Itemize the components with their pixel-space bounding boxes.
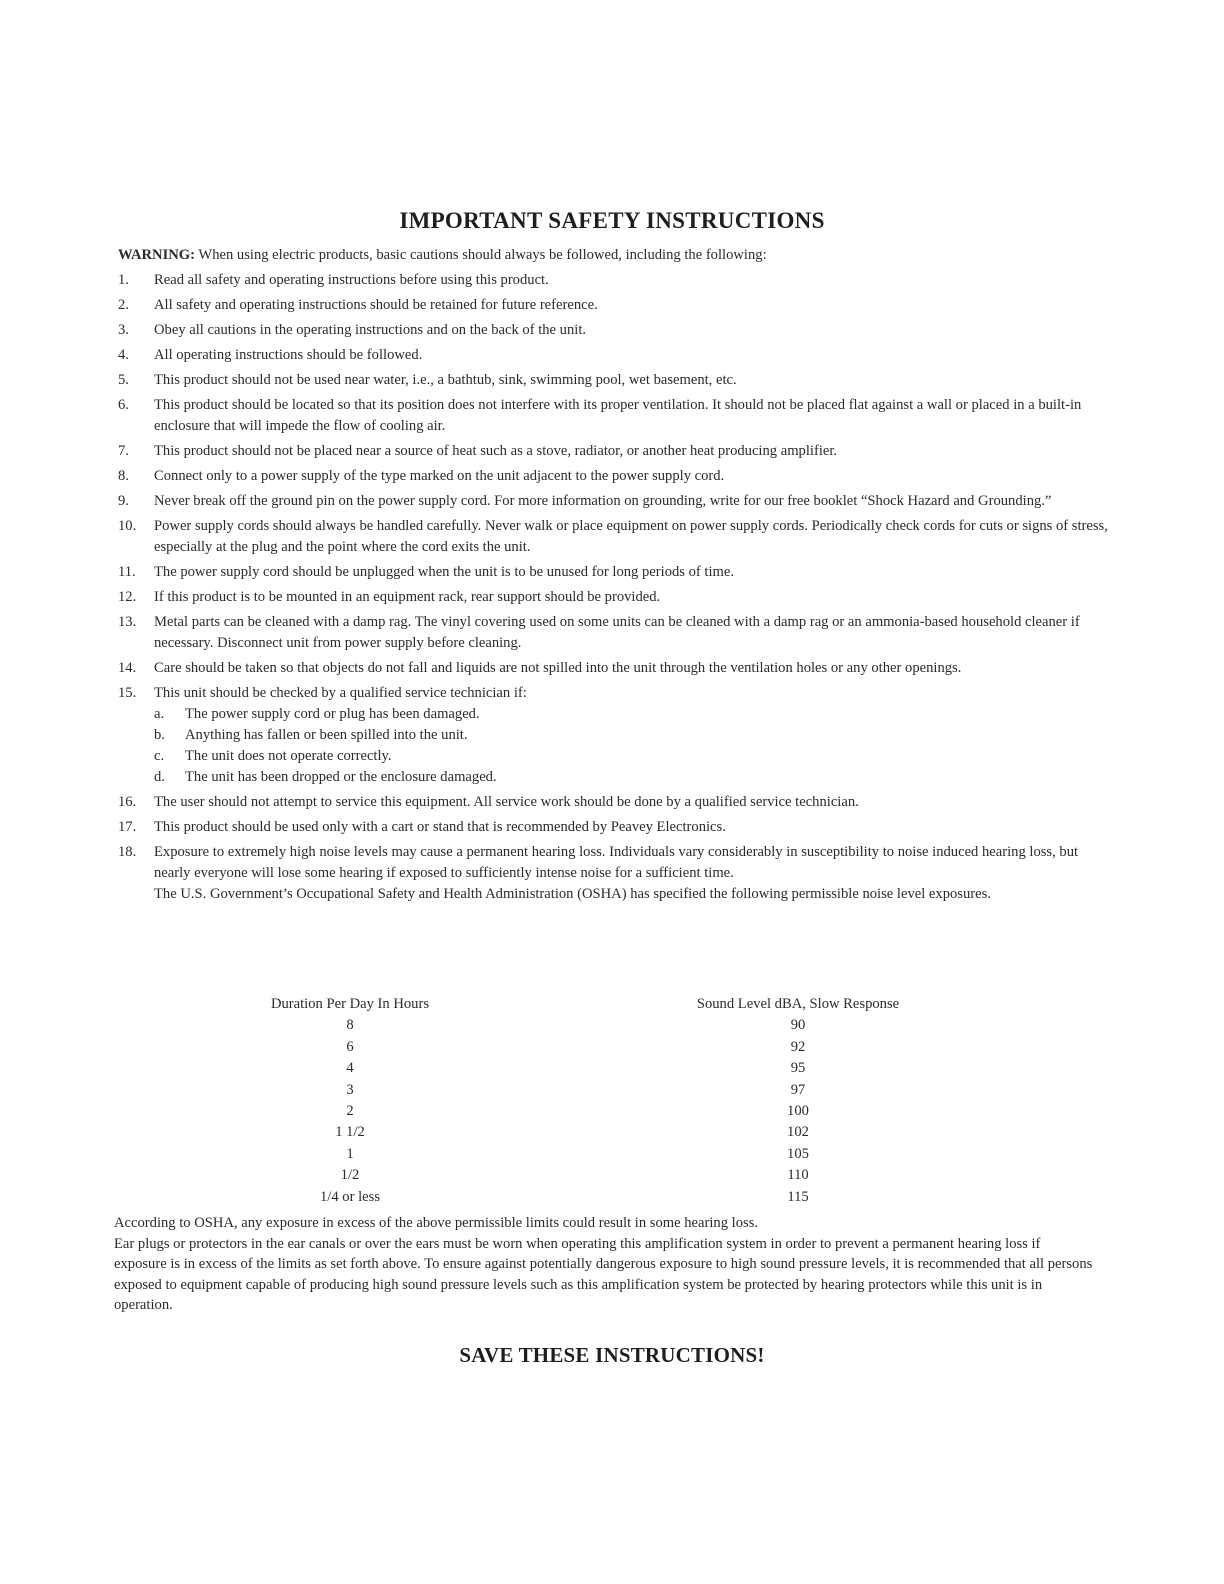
list-item-text bbox=[154, 491, 1108, 512]
sound-level-cell: 92 bbox=[790, 1038, 806, 1055]
list-item-number: 15. bbox=[118, 685, 137, 701]
sub-item bbox=[154, 746, 1108, 767]
table-row bbox=[250, 1187, 940, 1208]
list-item-line: This product should not be used near water, i.e., a bathtub, sink, swimming pool, wet basement, etc. bbox=[154, 372, 737, 388]
list-item-number: 1. bbox=[118, 272, 129, 288]
list-item-number: 9. bbox=[118, 493, 129, 509]
list-item-line: The U.S. Government’s Occupational Safety and Health Administration (OSHA) has specified the following permissible noise level exposures. bbox=[154, 886, 991, 902]
list-item bbox=[118, 612, 1108, 654]
list-item bbox=[118, 441, 1108, 462]
list-item bbox=[118, 562, 1108, 583]
sub-item-letter: b. bbox=[154, 727, 165, 743]
list-item-number: 14. bbox=[118, 660, 137, 676]
sound-level-cell: 90 bbox=[790, 1017, 806, 1034]
list-item-line: This unit should be checked by a qualified service technician if: bbox=[154, 685, 527, 701]
list-item-text bbox=[154, 612, 1108, 654]
list-item-number: 4. bbox=[118, 347, 129, 363]
list-item-line: Obey all cautions in the operating instructions and on the back of the unit. bbox=[154, 322, 587, 338]
sub-item-text: The power supply cord or plug has been damaged. bbox=[185, 706, 480, 722]
table-row bbox=[250, 1122, 940, 1143]
list-item-number: 11. bbox=[118, 564, 136, 580]
list-item-number: 5. bbox=[118, 372, 129, 388]
sub-item bbox=[154, 704, 1108, 725]
list-item-number: 18. bbox=[118, 844, 137, 860]
sound-level-cell: 110 bbox=[787, 1167, 809, 1184]
list-item-line: The power supply cord should be unplugged when the unit is to be unused for long periods of time. bbox=[154, 564, 735, 580]
list-item-number: 8. bbox=[118, 468, 129, 484]
noise-exposure-table bbox=[250, 994, 940, 1208]
duration-cell: 8 bbox=[346, 1017, 354, 1034]
list-item-number: 7. bbox=[118, 443, 129, 459]
osha-note-1: According to OSHA, any exposure in excess of the above permissible limits could result in some hearing loss. bbox=[114, 1215, 759, 1231]
table-row bbox=[250, 1080, 940, 1101]
list-item-line: If this product is to be mounted in an equipment rack, rear support should be provided. bbox=[154, 589, 661, 605]
duration-cell: 6 bbox=[346, 1038, 354, 1055]
duration-cell: 1 1/2 bbox=[335, 1124, 365, 1141]
table-header-sound-level: Sound Level dBA, Slow Response bbox=[696, 996, 900, 1012]
list-item-line: Metal parts can be cleaned with a damp rag. The vinyl covering used on some units can be cleaned with a damp rag or an ammonia-based household cleaner if necessary. Disconnect unit from power supply before cleaning. bbox=[154, 614, 1080, 651]
list-item-line: Connect only to a power supply of the type marked on the unit adjacent to the power supply cord. bbox=[154, 468, 725, 484]
list-item-text bbox=[154, 658, 1108, 679]
list-item bbox=[118, 842, 1108, 905]
list-item-line: This product should not be placed near a source of heat such as a stove, radiator, or another heat producing amplifier. bbox=[154, 443, 838, 459]
list-item bbox=[118, 683, 1108, 788]
list-item-line: This product should be located so that its position does not interfere with its proper ventilation. It should not be placed flat against a wall or placed in a built-in enclosure that will impede the flow of cooling air. bbox=[154, 397, 1082, 434]
sub-item bbox=[154, 767, 1108, 788]
list-item-line: The user should not attempt to service this equipment. All service work should be done by a qualified service technician. bbox=[154, 794, 859, 810]
duration-cell: 1/2 bbox=[340, 1167, 360, 1184]
list-item-text bbox=[154, 842, 1108, 905]
list-item-text bbox=[154, 320, 1108, 341]
warning-label: WARNING: bbox=[118, 247, 196, 263]
table-header-row bbox=[250, 994, 940, 1015]
list-item-number: 13. bbox=[118, 614, 137, 630]
list-item-number: 16. bbox=[118, 794, 137, 810]
sub-item-text: The unit has been dropped or the enclosure damaged. bbox=[185, 769, 497, 785]
list-item-text bbox=[154, 792, 1108, 813]
sub-item-text: The unit does not operate correctly. bbox=[185, 748, 392, 764]
list-item-text bbox=[154, 295, 1108, 316]
sub-item-letter: d. bbox=[154, 769, 165, 785]
duration-cell: 1/4 or less bbox=[320, 1188, 380, 1205]
list-item bbox=[118, 370, 1108, 391]
list-item-number: 3. bbox=[118, 322, 129, 338]
warning-text: When using electric products, basic cautions should always be followed, including the following: bbox=[195, 247, 767, 263]
list-item bbox=[118, 295, 1108, 316]
list-item-text bbox=[154, 562, 1108, 583]
list-item bbox=[118, 792, 1108, 813]
warning-paragraph bbox=[118, 245, 1118, 265]
table-row bbox=[250, 1015, 940, 1036]
list-item-text bbox=[154, 441, 1108, 462]
list-item-line: Never break off the ground pin on the power supply cord. For more information on grounding, write for our free booklet “Shock Hazard and Grounding.” bbox=[154, 493, 1052, 509]
sound-level-cell: 115 bbox=[787, 1188, 809, 1205]
list-item-number: 10. bbox=[118, 518, 137, 534]
list-item-text bbox=[154, 270, 1108, 291]
sound-level-cell: 100 bbox=[787, 1103, 809, 1120]
list-item bbox=[118, 491, 1108, 512]
list-item-line: All operating instructions should be followed. bbox=[154, 347, 423, 363]
list-item-line: This product should be used only with a cart or stand that is recommended by Peavey Electronics. bbox=[154, 819, 726, 835]
osha-note-2: Ear plugs or protectors in the ear canals or over the ears must be worn when operating this amplification system in order to prevent a permanent hearing loss if exposure is in excess of the limits as set forth above. To ensure against potentially dangerous exposure to high sound pressure levels, it is recommended that all persons exposed to equipment capable of producing high sound pressure levels such as this amplification system be protected by hearing protectors while this unit is in operation. bbox=[114, 1235, 1093, 1313]
table-row bbox=[250, 1058, 940, 1079]
sub-item-letter: c. bbox=[154, 748, 165, 764]
list-item-text bbox=[154, 587, 1108, 608]
list-item-text bbox=[154, 370, 1108, 391]
list-item-text bbox=[154, 516, 1108, 558]
list-item-text bbox=[154, 345, 1108, 366]
duration-cell: 2 bbox=[346, 1103, 354, 1120]
list-item-text bbox=[154, 395, 1108, 437]
list-item-line: Power supply cords should always be handled carefully. Never walk or place equipment on power supply cords. Periodically check cords for cuts or signs of stress, especially at the plug and the point where the cord exits the unit. bbox=[154, 518, 1108, 555]
sub-item bbox=[154, 725, 1108, 746]
duration-cell: 4 bbox=[346, 1060, 354, 1077]
page-title: IMPORTANT SAFETY INSTRUCTIONS bbox=[399, 208, 825, 233]
list-item bbox=[118, 516, 1108, 558]
sound-level-cell: 97 bbox=[790, 1081, 806, 1098]
sound-level-cell: 102 bbox=[787, 1124, 809, 1141]
sub-item-letter: a. bbox=[154, 706, 165, 722]
list-item bbox=[118, 395, 1108, 437]
list-item-text bbox=[154, 817, 1108, 838]
save-instructions-heading: SAVE THESE INSTRUCTIONS! bbox=[459, 1343, 765, 1367]
list-item bbox=[118, 270, 1108, 291]
list-item-number: 17. bbox=[118, 819, 137, 835]
list-item-number: 12. bbox=[118, 589, 137, 605]
list-item-line: Read all safety and operating instructions before using this product. bbox=[154, 272, 549, 288]
list-item bbox=[118, 658, 1108, 679]
list-item bbox=[118, 466, 1108, 487]
table-row bbox=[250, 1037, 940, 1058]
table-row bbox=[250, 1144, 940, 1165]
osha-notes bbox=[114, 1213, 1094, 1316]
table-row bbox=[250, 1101, 940, 1122]
list-item-line: All safety and operating instructions should be retained for future reference. bbox=[154, 297, 598, 313]
table-header-duration: Duration Per Day In Hours bbox=[270, 996, 430, 1012]
table-row bbox=[250, 1165, 940, 1186]
list-item-line: Exposure to extremely high noise levels may cause a permanent hearing loss. Individuals vary considerably in susceptibility to noise induced hearing loss, but nearly everyone will lose some hearing if exposed to sufficiently intense noise for a sufficient time. bbox=[154, 844, 1079, 881]
list-item-line: Care should be taken so that objects do not fall and liquids are not spilled into the unit through the ventilation holes or any other openings. bbox=[154, 660, 962, 676]
sub-item-text: Anything has fallen or been spilled into the unit. bbox=[185, 727, 468, 743]
list-item-text bbox=[154, 683, 1108, 788]
sound-level-cell: 105 bbox=[787, 1145, 809, 1162]
duration-cell: 1 bbox=[346, 1145, 354, 1162]
list-item bbox=[118, 320, 1108, 341]
list-item bbox=[118, 587, 1108, 608]
sound-level-cell: 95 bbox=[790, 1060, 806, 1077]
list-item bbox=[118, 345, 1108, 366]
list-item-number: 6. bbox=[118, 397, 129, 413]
list-item-number: 2. bbox=[118, 297, 129, 313]
instruction-list bbox=[118, 270, 1108, 909]
list-item bbox=[118, 817, 1108, 838]
duration-cell: 3 bbox=[346, 1081, 354, 1098]
list-item-text bbox=[154, 466, 1108, 487]
